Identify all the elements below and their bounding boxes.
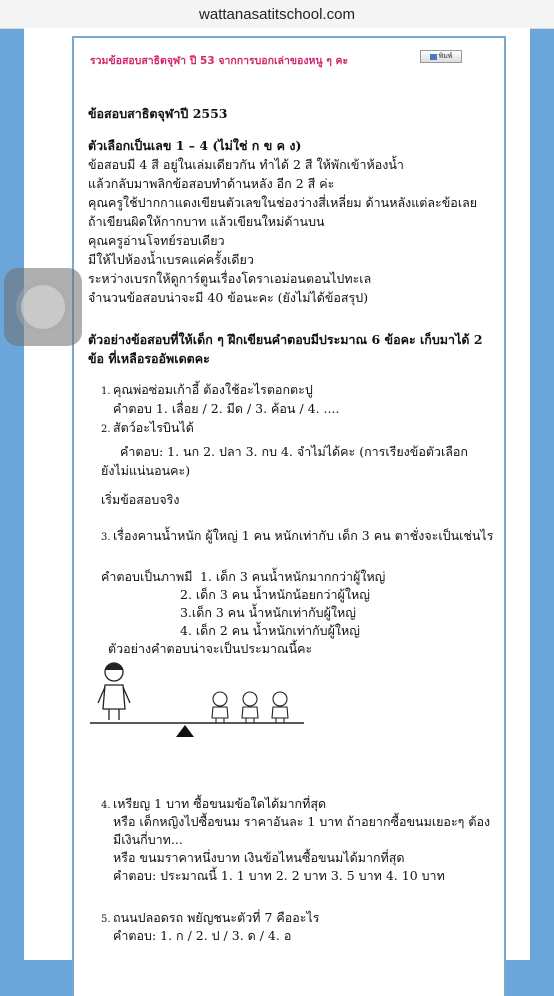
- question-line: หรือ เด็กหญิงไปซื้อขนม ราคาอันละ 1 บาท ถ้าอยากซื้อขนมเยอะๆ ต้อง: [113, 814, 491, 829]
- question-number: 2.: [101, 424, 111, 435]
- answer-text: คำตอบ: ประมาณนี้ 1. 1 บาท 2. 2 บาท 3. 5 บาท 4. 10 บาท: [113, 868, 445, 883]
- assistive-touch-button[interactable]: [4, 268, 82, 346]
- question-line: มีเงินกี่บาท...: [113, 832, 183, 847]
- answer-text: คำตอบ: 1. นก 2. ปลา 3. กบ 4. จำไม่ได้คะ (การเรียงข้อตัวเลือก: [120, 444, 468, 459]
- section-label: เริ่มข้อสอบจริง: [101, 492, 180, 507]
- intro-line: ระหว่างเบรกให้ดูการ์ตูนเรื่องโดราเอม่อนตอนไปทะเล: [88, 271, 372, 286]
- question-number: 4.: [101, 800, 111, 811]
- print-label: พิมพ์: [438, 52, 453, 60]
- question-line: เหรียญ 1 บาท ซื้อขนมข้อใดได้มากที่สุด: [113, 796, 327, 811]
- answer-text: คำตอบ 1. เลื่อย / 2. มีด / 3. ค้อน / 4. ....: [113, 401, 340, 416]
- question-text: คุณพ่อซ่อมเก้าอี้ ต้องใช้อะไรตอกตะปู: [113, 382, 313, 397]
- question-text: สัตว์อะไรบินได้: [113, 420, 194, 435]
- answer-text-cont: ยังไม่แน่นอนคะ): [101, 463, 191, 478]
- child-figure: [272, 692, 288, 723]
- intro-line: คุณครูอ่านโจทย์รอบเดียว: [88, 233, 225, 248]
- intro-line: ตัวเลือกเป็นเลข 1 – 4 (ไม่ใช่ ก ข ค ง): [88, 138, 302, 153]
- page-heading: ข้อสอบสาธิตจุฬาปี 2553: [88, 106, 228, 121]
- answer-text: คำตอบ: 1. ก / 2. ป / 3. ด / 4. อ: [113, 928, 292, 943]
- question-number: 5.: [101, 914, 111, 925]
- question-number: 3.: [101, 532, 111, 543]
- article-title-link[interactable]: รวมข้อสอบสาธิตจุฬา ปี 53 จากการบอกเล่าของหนู ๆ คะ: [90, 55, 349, 67]
- intro-line: มีให้ไปห้องน้ำเบรคแค่ครั้งเดียว: [88, 252, 254, 267]
- intro-line: ข้อสอบมี 4 สี อยู่ในเล่มเดียวกัน ทำได้ 2 สี ให้พักเข้าห้องน้ำ: [88, 157, 404, 172]
- answer-option: 3.เด็ก 3 คน น้ำหนักเท่ากับผู้ใหญ่: [180, 605, 356, 620]
- question-line: หรือ ขนมราคาหนึ่งบาท เงินข้อไหนซื้อขนมได้มากที่สุด: [113, 850, 405, 865]
- question-text: ถนนปลอดรถ พยัญชนะตัวที่ 7 คืออะไร: [113, 910, 320, 925]
- intro-line: แล้วกลับมาพลิกข้อสอบทำด้านหลัง อีก 2 สี ค่ะ: [88, 176, 335, 191]
- seesaw-fulcrum: [176, 725, 194, 737]
- intro-line: จำนวนข้อสอบน่าจะมี 40 ข้อนะคะ (ยังไม่ได้ข้อสรุป): [88, 290, 369, 305]
- assistive-touch-icon: [21, 285, 65, 329]
- seesaw-illustration: [88, 655, 308, 740]
- question-number: 1.: [101, 386, 111, 397]
- print-button[interactable]: [420, 50, 462, 63]
- intro-line: ถ้าเขียนผิดให้กากบาท แล้วเขียนใหม่ด้านบน: [88, 214, 325, 229]
- examples-heading-cont: ข้อ ที่เหลือรออัพเดตคะ: [88, 351, 210, 366]
- answer-option: 2. เด็ก 3 คน น้ำหนักน้อยกว่าผู้ใหญ่: [180, 587, 370, 602]
- child-figure: [212, 692, 228, 723]
- printer-icon: [430, 54, 437, 60]
- sample-caption: ตัวอย่างคำตอบน่าจะเป็นประมาณนี้คะ: [108, 641, 313, 656]
- answer-lead: คำตอบเป็นภาพมี: [101, 569, 193, 584]
- child-figure: [242, 692, 258, 723]
- answer-option: 4. เด็ก 2 คน น้ำหนักเท่ากับผู้ใหญ่: [180, 623, 360, 638]
- intro-line: คุณครูใช้ปากกาแดงเขียนตัวเลขในช่องว่างสี่เหลี่ยม ด้านหลังแต่ละข้อเลย: [88, 195, 478, 210]
- answer-option: 1. เด็ก 3 คนน้ำหนักมากกว่าผู้ใหญ่: [200, 569, 386, 584]
- adult-figure: [98, 663, 130, 720]
- examples-heading: ตัวอย่างข้อสอบที่ให้เด็ก ๆ ฝึกเขียนคำตอบมีประมาณ 6 ข้อคะ เก็บมาได้ 2: [88, 332, 483, 347]
- address-bar[interactable]: [0, 0, 554, 29]
- question-text: เรื่องคานน้ำหนัก ผู้ใหญ่ 1 คน หนักเท่ากับ เด็ก 3 คน ตาชั่งจะเป็นเช่นไร: [113, 528, 494, 543]
- url-text: wattanasatitschool.com: [199, 5, 355, 23]
